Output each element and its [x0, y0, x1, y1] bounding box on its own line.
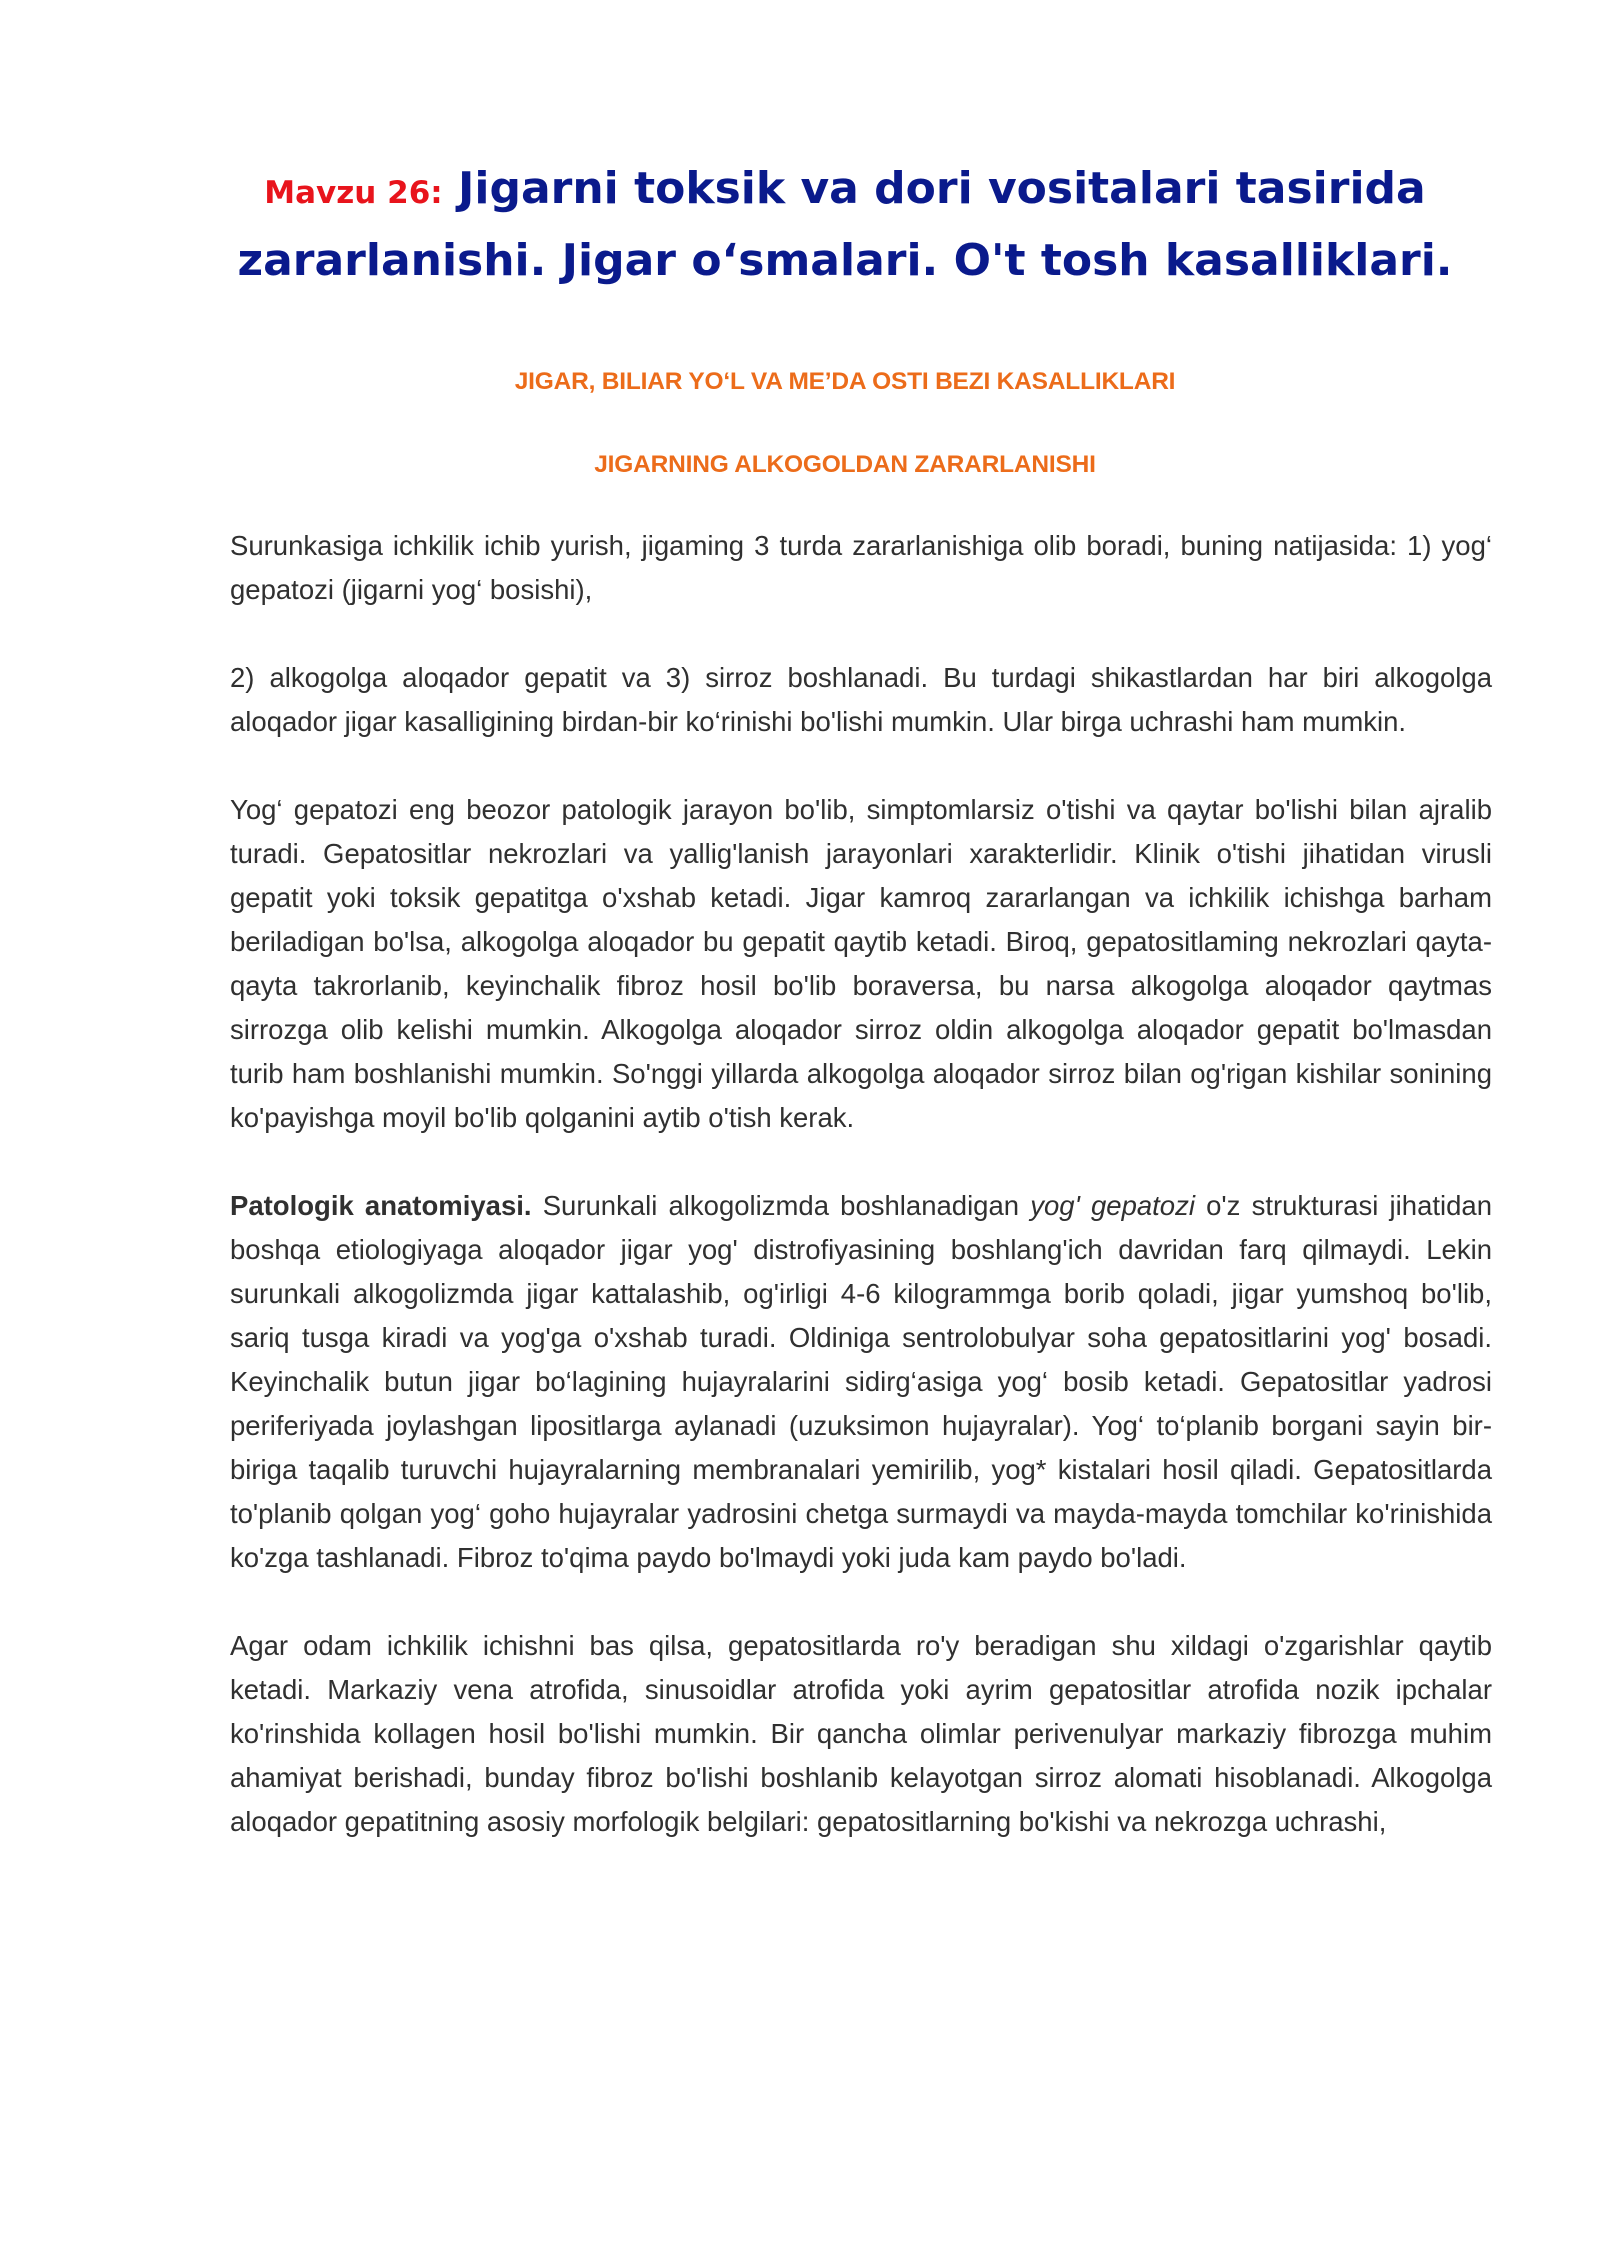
paragraph-2: 2) alkogolga aloqador gepatit va 3) sirroz boshlanadi. Bu turdagi shikastlardan har biri alkogolga aloqador jigar kasalligining birdan-bir ko‘rinishi bo'lishi mumkin. Ular birga uchrashi ham mumkin. [230, 662, 1492, 737]
section-heading: JIGAR, BILIAR YO‘L VA ME’DA OSTI BEZI KASALLIKLARI [514, 368, 1176, 395]
paragraph-4-lead: Patologik anatomiyasi. [230, 1190, 532, 1221]
title-line-2: zararlanishi. Jigar o‘smalari. O't tosh kasalliklari. [237, 235, 1453, 286]
title-line-1: Jigarni toksik va dori vositalari tasirida [458, 163, 1426, 214]
paragraph-3: Yog‘ gepatozi eng beozor patologik jarayon bo'lib, simptomlarsiz o'tishi va qaytar bo'lishi bilan ajralib turadi. Gepatositlar nekrozlari va yallig'lanish jarayonlari xarakterlidir. Klinik o'tishi jihatidan virusli gepatit yoki toksik gepatitga o'xshab ketadi. Jigar kamroq zararlangan va ichkilik ichishga barham beriladigan bo'lsa, alkogolga aloqador bu gepatit qaytib ketadi. Biroq, gepatositlaming nekrozlari qayta-qayta takrorlanib, keyinchalik fibroz hosil bo'lib boraversa, bu narsa alkogolga aloqador qaytmas sirrozga olib kelishi mumkin. Alkogolga aloqador sirroz oldin alkogolga aloqador gepatit bo'lmasdan turib ham boshlanishi mumkin. So'nggi yillarda alkogolga aloqador sirroz bilan og'rigan kishilar sonining ko'payishga moyil bo'lib qolganini aytib o'tish kerak. [230, 794, 1492, 1133]
topic-number: Mavzu 26: [264, 175, 443, 211]
paragraph-4-text-a: Surunkali alkogolizmda boshlanadigan [531, 1190, 1031, 1221]
paragraph-5: Agar odam ichkilik ichishni bas qilsa, gepatositlarda ro'y beradigan shu xildagi o'zgarishlar qaytib ketadi. Markaziy vena atrofida, sinusoidlar atrofida yoki ayrim gepatositlar atrofida nozik ipchalar ko'rinshida kollagen hosil bo'lishi mumkin. Bir qancha olimlar perivenulyar markaziy fibrozga muhim ahamiyat berishadi, bunday fibroz bo'lishi boshlanib kelayotgan sirroz alomati hisoblanadi. Alkogolga aloqador gepatitning asosiy morfologik belgilari: gepatositlarning bo'kishi va nekrozga uchrashi, [230, 1630, 1492, 1837]
page-title [230, 155, 1460, 295]
subsection-heading: JIGARNING ALKOGOLDAN ZARARLANISHI [594, 451, 1096, 478]
paragraph-4-text-b: o'z strukturasi jihatidan boshqa etiologiyaga aloqador jigar yog' distrofiyasining boshlang'ich davridan farq qilmaydi. Lekin surunkali alkogolizmda jigar kattalashib, og'irligi 4-6 kilogrammga borib qoladi, jigar yumshoq bo'lib, sariq tusga kiradi va yog'ga o'xshab turadi. Oldiniga sentrolobulyar soha gepatositlarini yog' bosadi. Keyinchalik butun jigar bo‘lagining hujayralarini sidirg‘asiga yog‘ bosib ketadi. Gepatositlar yadrosi periferiyada joylashgan lipositlarga aylanadi (uzuksimon hujayralar). Yog‘ to‘planib borgani sayin bir-biriga taqalib turuvchi hujayralarning membranalari yemirilib, yog* kistalari hosil qiladi. Gepatositlarda to'planib qolgan yog‘ goho hujayralar yadrosini chetga surmaydi va mayda-mayda tomchilar ko'rinishida ko'zga tashlanadi. Fibroz to'qima paydo bo'lmaydi yoki juda kam paydo bo'ladi. [230, 1190, 1492, 1573]
paragraph-1: Surunkasiga ichkilik ichib yurish, jigaming 3 turda zararlanishiga olib boradi, buning natijasida: 1) yog‘ gepatozi (jigarni yog‘ bosishi), [230, 530, 1492, 605]
paragraph-4-term: yog' gepatozi [1030, 1190, 1195, 1221]
body-text [230, 524, 1492, 1888]
paragraph-4 [230, 1184, 1492, 1580]
